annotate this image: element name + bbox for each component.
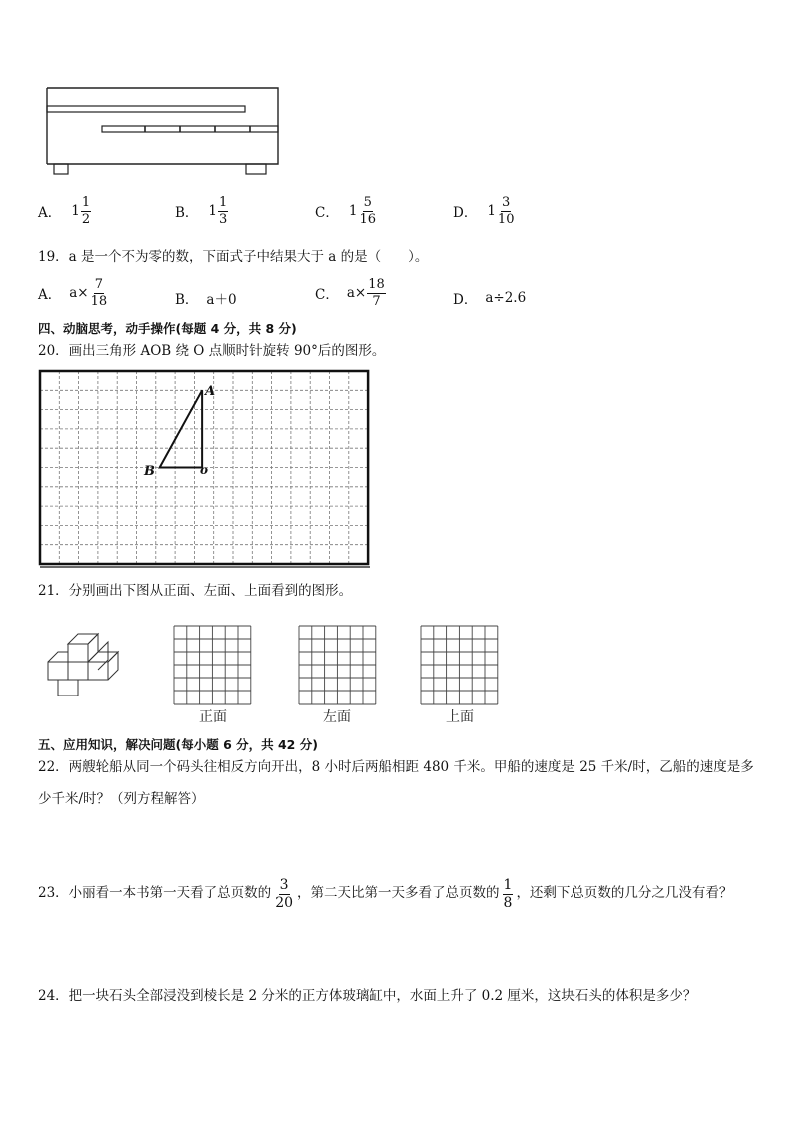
whole-part: 1 xyxy=(348,203,358,220)
option-letter: C． xyxy=(315,287,339,304)
numerator: 1 xyxy=(503,877,513,893)
whole-part: 1 xyxy=(487,203,496,220)
whole-part: 1 xyxy=(71,203,80,220)
option-letter: B． xyxy=(175,205,199,222)
denominator: 3 xyxy=(219,211,228,227)
q18-option-c xyxy=(315,196,378,226)
point-o-label: o xyxy=(200,463,209,477)
q19-text: 19．a 是一个不为零的数，下面式子中结果大于 a 的是（ ）。 xyxy=(38,249,429,265)
front-view-label: 正面 xyxy=(199,709,227,725)
cube-stack-figure xyxy=(44,630,124,696)
q20-text: 20．画出三角形 AOB 绕 O 点顺时针旋转 90°后的图形。 xyxy=(38,343,386,359)
option-letter: C． xyxy=(315,205,339,222)
left-view-grid xyxy=(298,625,377,705)
q23-text xyxy=(38,878,732,910)
numerator: 1 xyxy=(219,195,228,210)
numerator: 1 xyxy=(81,195,91,210)
front-view-grid xyxy=(173,625,252,705)
denominator: 18 xyxy=(90,293,108,309)
option-letter: A． xyxy=(38,205,62,222)
denominator: 7 xyxy=(372,293,381,309)
q23-part1: 23．小丽看一本书第一天看了总页数的 xyxy=(38,885,272,902)
top-view-grid xyxy=(420,625,499,705)
fraction xyxy=(367,278,386,308)
denominator: 8 xyxy=(503,894,513,911)
fraction xyxy=(503,878,514,910)
option-letter: A． xyxy=(38,287,62,304)
numerator: 5 xyxy=(363,195,372,210)
expression: a＋0 xyxy=(206,292,237,308)
numerator: 18 xyxy=(368,277,385,292)
option-letter: D． xyxy=(453,205,478,222)
numerator: 7 xyxy=(94,277,104,292)
fraction xyxy=(90,278,109,308)
point-a-label: A xyxy=(205,384,216,399)
fraction xyxy=(81,196,91,226)
fraction xyxy=(358,196,377,226)
q19-option-d xyxy=(453,288,526,308)
numerator: 3 xyxy=(279,877,289,893)
q23-part2: ，第二天比第一天多看了总页数的 xyxy=(297,885,500,902)
fraction xyxy=(218,196,228,226)
denominator: 16 xyxy=(359,211,376,227)
q18-option-a xyxy=(38,196,92,226)
top-view-label: 上面 xyxy=(446,709,474,725)
option-letter: B． xyxy=(175,292,199,308)
numerator: 3 xyxy=(502,195,511,210)
q22-text-line2: 少千米/时？（列方程解答） xyxy=(38,791,205,807)
q18-option-b xyxy=(175,196,229,226)
whole-part: 1 xyxy=(208,203,218,220)
fraction xyxy=(497,196,516,226)
section-4-title: 四、动脑思考，动手操作(每题 4 分，共 8 分) xyxy=(38,321,297,336)
point-b-label: B xyxy=(144,464,155,479)
left-view-label: 左面 xyxy=(323,709,351,725)
q22-text-line1: 22．两艘轮船从同一个码头往相反方向开出，8 小时后两船相距 480 千米。甲船的速度是 25 千米/时，乙船的速度是多 xyxy=(38,759,754,775)
q18-figure xyxy=(42,84,286,176)
q19-option-c xyxy=(315,278,387,308)
fraction xyxy=(274,878,294,910)
option-letter: D． xyxy=(453,292,478,308)
section-5-title: 五、应用知识，解决问题(每小题 6 分，共 42 分) xyxy=(38,737,318,752)
q19-option-a xyxy=(38,278,109,308)
expression: a÷2.6 xyxy=(485,290,527,306)
q24-text: 24．把一块石头全部浸没到棱长是 2 分米的正方体玻璃缸中，水面上升了 0.2 厘米，这块石头的体积是多少？ xyxy=(38,988,697,1004)
denominator: 2 xyxy=(81,211,91,227)
denominator: 20 xyxy=(275,894,294,911)
expression: a× xyxy=(346,285,367,302)
q23-part3: ，还剩下总页数的几分之几没有看？ xyxy=(516,885,733,902)
q21-text: 21．分别画出下图从正面、左面、上面看到的图形。 xyxy=(38,583,353,599)
q19-option-b xyxy=(175,288,237,308)
denominator: 10 xyxy=(497,211,515,227)
expression: a× xyxy=(69,285,89,302)
q18-option-d xyxy=(453,196,516,226)
